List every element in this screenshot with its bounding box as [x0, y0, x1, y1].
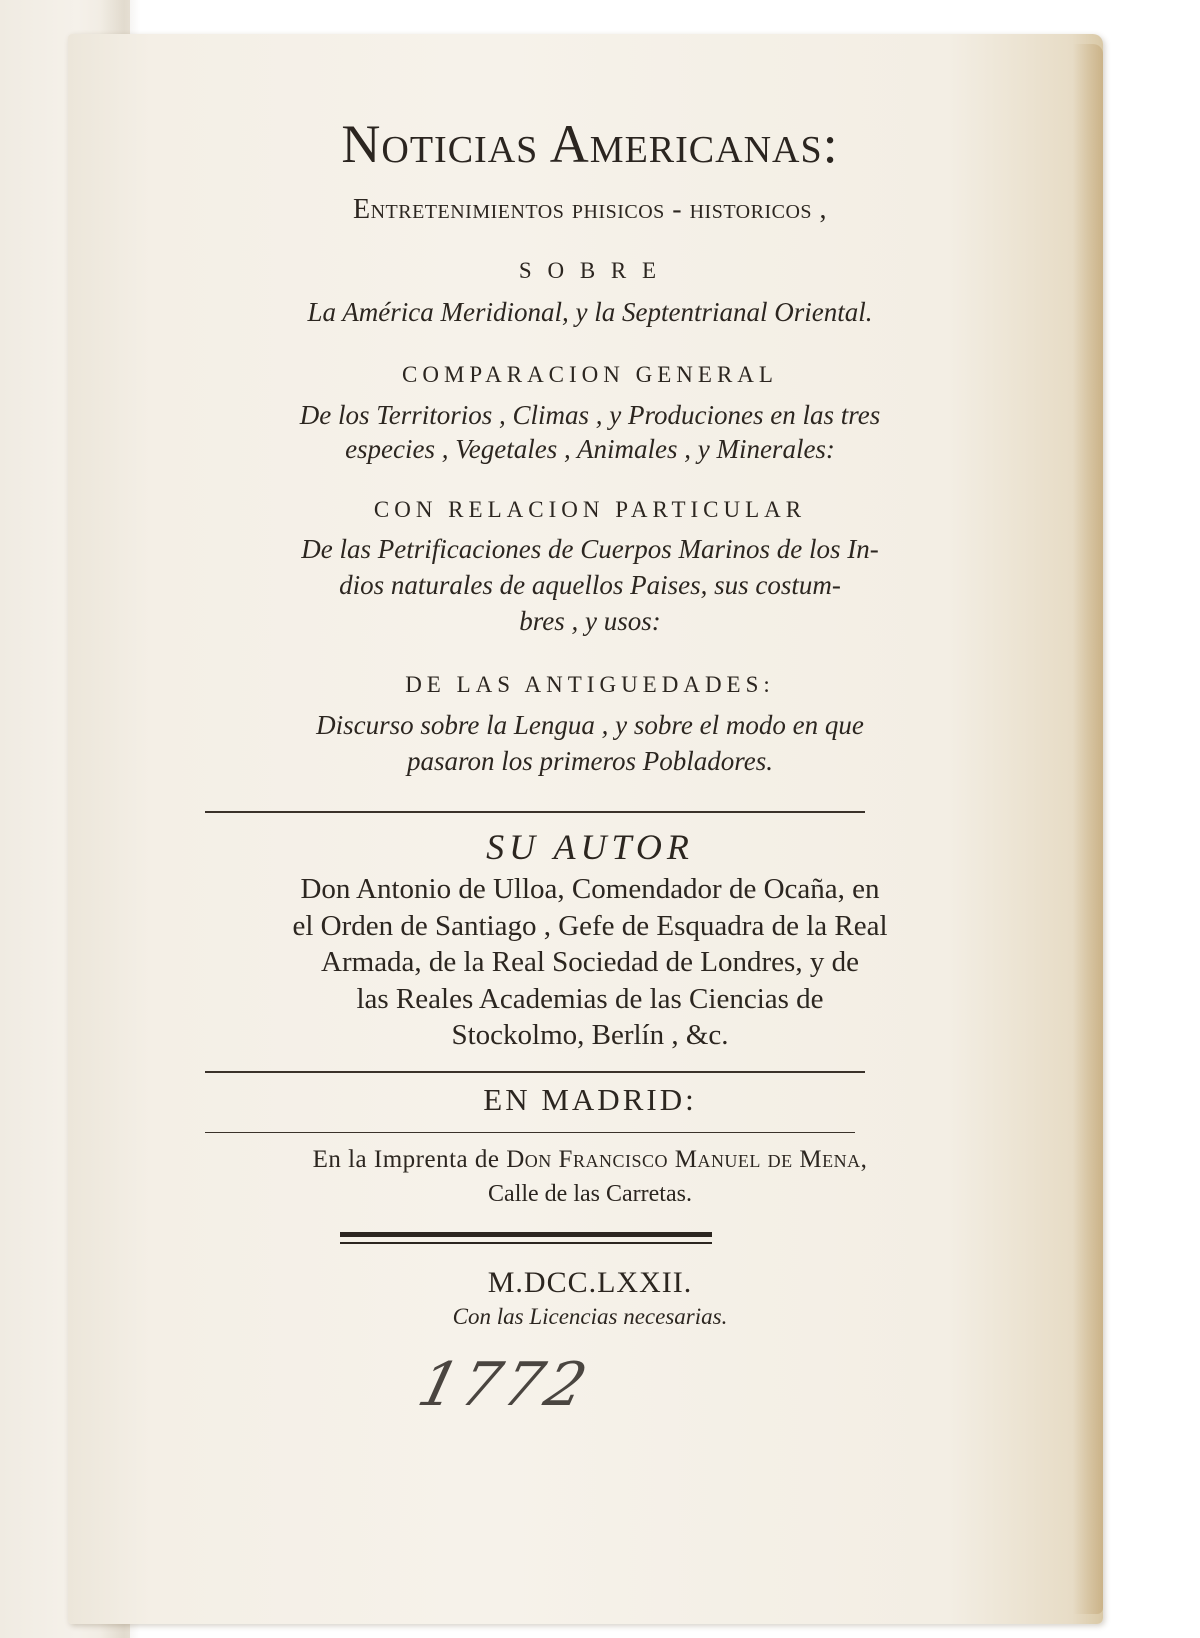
author-line-4: las Reales Academias de las Ciencias de	[356, 983, 824, 1015]
divider-rule	[205, 1071, 865, 1073]
antiguedades-line-2: pasaron los primeros Pobladores.	[406, 746, 774, 776]
double-rule-top	[340, 1232, 712, 1237]
book-title: Noticias Americanas:	[341, 114, 839, 174]
place-heading: EN MADRID:	[483, 1082, 697, 1117]
licencias-line: Con las Licencias necesarias.	[452, 1304, 728, 1329]
comparacion-line-2: especies , Vegetales , Animales , y Minerales:	[345, 434, 835, 464]
author-heading: SU AUTOR	[486, 827, 694, 867]
double-rule-bottom	[340, 1242, 712, 1244]
street-line: Calle de las Carretas.	[488, 1181, 692, 1207]
antiguedades-line-1: Discurso sobre la Lengua , y sobre el modo en que	[316, 710, 864, 740]
printer-line	[120, 1146, 1060, 1174]
relacion-line-1: De las Petrificaciones de Cuerpos Marinos de los In-	[301, 534, 879, 564]
comparacion-line-1: De los Territorios , Climas , y Produciones en las tres	[299, 400, 881, 430]
handwritten-year: 1772	[411, 1350, 598, 1420]
author-line-5: Stockolmo, Berlín , &c.	[451, 1019, 729, 1051]
comparacion-heading: COMPARACION GENERAL	[402, 362, 778, 387]
printer-prefix: En la Imprenta de	[312, 1146, 507, 1173]
sobre-heading: S O B R E	[518, 258, 662, 283]
publication-date: M.DCC.LXXII.	[487, 1266, 693, 1299]
divider-rule	[205, 1132, 855, 1133]
book-subtitle: Entretenimientos phisicos - historicos ,	[352, 194, 828, 225]
region-line: La América Meridional, y la Septentrianal Oriental.	[307, 297, 873, 327]
antiguedades-heading: DE LAS ANTIGUEDADES:	[405, 672, 775, 697]
author-line-1: Don Antonio de Ulloa, Comendador de Ocaña, en	[300, 873, 880, 905]
printer-name: Don Francisco Manuel de Mena,	[506, 1146, 868, 1173]
relacion-heading: CON RELACION PARTICULAR	[373, 497, 807, 522]
author-line-3: Armada, de la Real Sociedad de Londres, y de	[321, 946, 859, 978]
divider-rule	[205, 811, 865, 813]
relacion-line-2: dios naturales de aquellos Paises, sus costum-	[339, 570, 841, 600]
author-line-2: el Orden de Santiago , Gefe de Esquadra de la Real	[292, 910, 888, 942]
relacion-line-3: bres , y usos:	[519, 606, 661, 636]
